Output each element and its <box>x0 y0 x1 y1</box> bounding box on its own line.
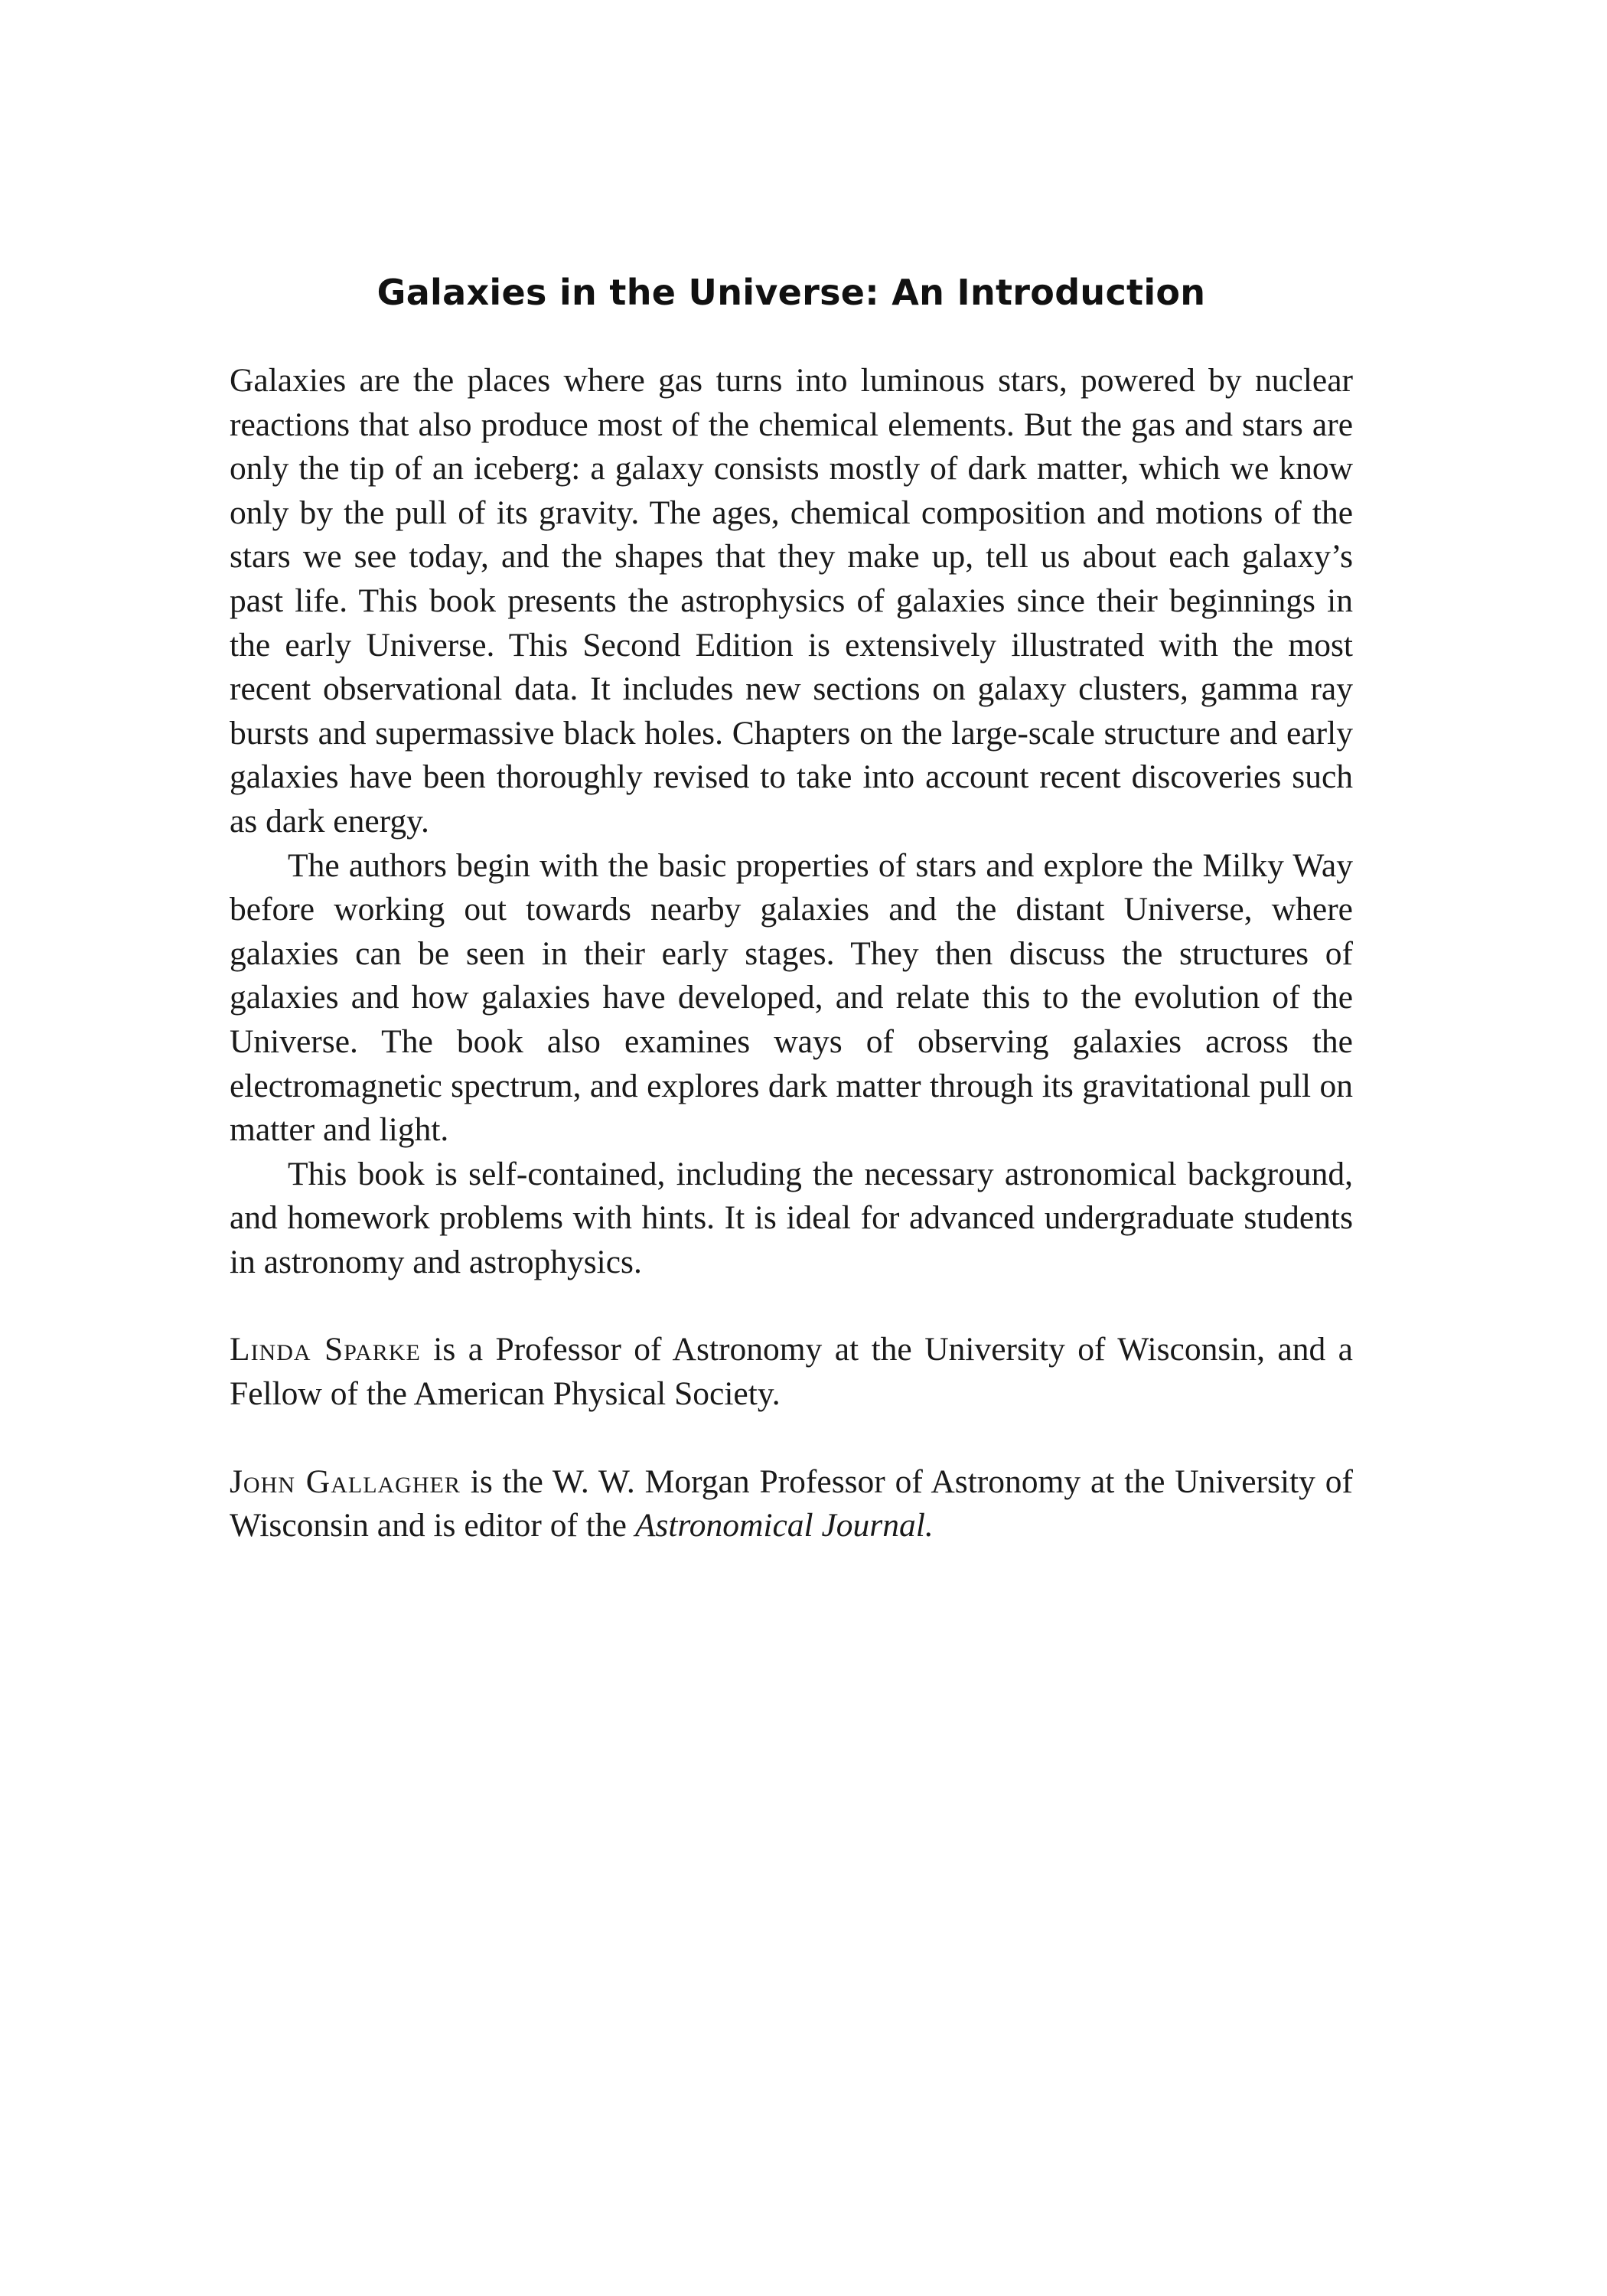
author-name-sparke: Linda Sparke <box>230 1331 421 1368</box>
author-bio-sparke <box>230 1328 1353 1416</box>
paragraph-intro: Galaxies are the places where gas turns into luminous stars, powered by nuclear reactions that also produce most of the chemical elements. But the gas and stars are only the tip of an iceberg: a galaxy consists mostly of dark matter, which we know only by the pull of its gravity. The ages, chemical composition and motions of the stars we see today, and the shapes that they make up, tell us about each galaxy’s past life. This book presents the astrophysics of galaxies since their beginnings in the early Universe. This Second Edition is extensively illustrated with the most recent observational data. It includes new sections on galaxy clusters, gamma ray bursts and supermassive black holes. Chapters on the large-scale structure and early galaxies have been thoroughly revised to take into account recent discoveries such as dark energy. <box>230 362 1353 840</box>
journal-title: Astronomical Journal. <box>634 1507 934 1544</box>
paragraph-audience: This book is self-contained, including the necessary astronomical background, and homework problems with hints. It is ideal for advanced undergraduate students in astronomy and astrophysics. <box>230 1155 1353 1280</box>
author-bio-gallagher <box>230 1460 1353 1548</box>
author-bio-text-sparke: is a Professor of Astronomy at the University of Wisconsin, and a Fellow of the American Physical Society. <box>230 1331 1353 1413</box>
author-name-gallagher: John Gallagher <box>230 1463 461 1500</box>
book-blurb-page <box>230 272 1353 1548</box>
page-title: Galaxies in the Universe: An Introduction <box>376 272 1206 313</box>
author-bio-text-gallagher: is the W. W. Morgan Professor of Astronomy at the University of Wisconsin and is editor of the <box>230 1463 1354 1544</box>
paragraph-authors-approach: The authors begin with the basic properties of stars and explore the Milky Way before working out towards nearby galaxies and the distant Universe, where galaxies can be seen in their early stages. They then discuss the structures of galaxies and how galaxies have developed, and relate this to the evolution of the Universe. The book also examines ways of observing galaxies across the electromagnetic spectrum, and explores dark matter through its gravitational pull on matter and light. <box>230 846 1353 1149</box>
